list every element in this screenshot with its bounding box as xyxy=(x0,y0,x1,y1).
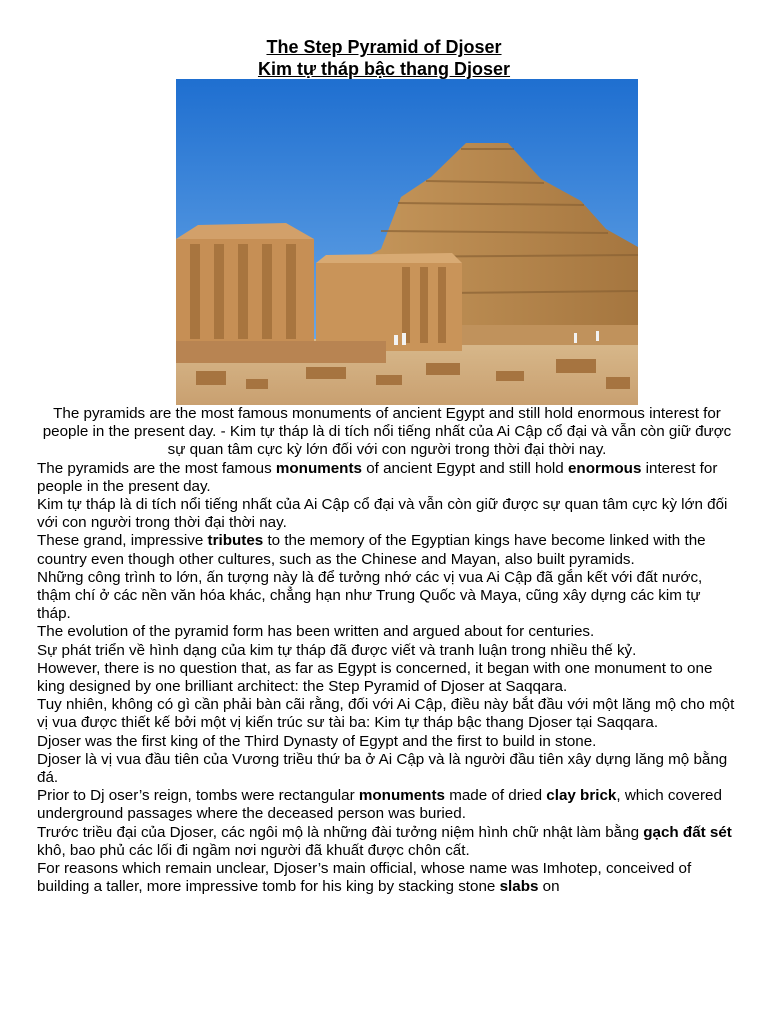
bold-term: slabs xyxy=(499,878,539,896)
document-title-vietnamese: Kim tự tháp bậc thang Djoser xyxy=(257,59,511,79)
body-paragraph xyxy=(37,496,737,532)
text-run: , which covered underground passages where the deceased person was buried. xyxy=(37,787,722,823)
body-paragraph xyxy=(37,623,737,641)
body-paragraph xyxy=(37,660,737,696)
text-run: Kim tự tháp là di tích nổi tiếng nhất của Ai Cập cổ đại và vẫn còn giữ được sự quan tâm cực kỳ lớn đối với con người trong thời đại thời nay. xyxy=(37,496,728,532)
bold-term: clay brick xyxy=(546,787,617,805)
body-paragraph xyxy=(37,460,737,496)
step-pyramid-photo xyxy=(176,79,638,405)
text-run: Những công trình to lớn, ấn tượng này là để tưởng nhớ các vị vua Ai Cập đã gắn kết với đất nước, thậm chí ở các nền văn hóa khác, chẳng hạn như Trung Quốc và Maya, cũng xây dựng các kim tự tháp. xyxy=(37,568,703,623)
text-run: The pyramids are the most famous monuments of ancient Egypt and still hold enormous interest for people in the present day. - Kim tự tháp là di tích nổi tiếng nhất của Ai Cập cổ đại và vẫn còn giữ được sự quan tâm cực kỳ lớn đối với con người trong thời đại thời nay. xyxy=(42,405,732,459)
text-run: For reasons which remain unclear, Djoser’s main official, whose name was Imhotep, conceived of building a taller, more impressive tomb for his king by stacking stone xyxy=(37,860,692,896)
text-run: Trước triều đại của Djoser, các ngôi mộ là những đài tưởng niệm hình chữ nhật làm bằng xyxy=(37,823,644,841)
text-run: made of dried xyxy=(444,787,547,805)
intro-paragraph xyxy=(37,405,737,460)
text-run: Tuy nhiên, không có gì cần phải bàn cãi rằng, đối với Ai Cập, điều này bắt đầu với một lăng mộ cho một vị vua được thiết kế bởi một vị kiến trúc sư tài ba: Kim tự tháp bậc thang Djoser tại Saqqara. xyxy=(37,696,735,732)
text-run: However, there is no question that, as far as Egypt is concerned, it began with one monument to one king designed by one brilliant architect: the Step Pyramid of Djoser at Saqqara. xyxy=(37,659,713,696)
body-paragraph xyxy=(37,569,737,624)
document-title-english: The Step Pyramid of Djoser xyxy=(266,37,502,57)
body-paragraph xyxy=(37,642,737,660)
body-paragraph xyxy=(37,751,737,787)
text-run: Prior to Dj oser’s reign, tombs were rectangular xyxy=(37,787,359,805)
body-paragraph xyxy=(37,824,737,860)
body-paragraph xyxy=(37,696,737,732)
body-paragraph xyxy=(37,733,737,751)
text-run: Djoser was the first king of the Third Dynasty of Egypt and the first to build in stone. xyxy=(37,732,597,750)
text-run: Djoser là vị vua đầu tiên của Vương triều thứ ba ở Ai Cập và là người đầu tiên xây dựng lăng mộ bằng đá. xyxy=(37,750,728,787)
text-run: Sự phát triển về hình dạng của kim tự tháp đã được viết và tranh luận trong nhiều thế kỷ. xyxy=(37,641,637,659)
bold-term: tributes xyxy=(207,532,264,550)
bold-term: monuments xyxy=(275,459,362,477)
text-run: khô, bao phủ các lối đi ngầm nơi người đã khuất được chôn cất. xyxy=(37,841,470,859)
text-run: on xyxy=(538,878,560,896)
bold-term: gạch đất sét xyxy=(643,823,732,841)
bold-term: monuments xyxy=(358,787,445,805)
text-run: The evolution of the pyramid form has been written and argued about for centuries. xyxy=(37,623,595,641)
text-run: to the memory of the Egyptian kings have become linked with the country even though other cultures, such as the Chinese and Mayan, also built pyramids. xyxy=(37,532,706,568)
text-run: of ancient Egypt and still hold xyxy=(361,459,568,477)
text-run: interest for people in the present day. xyxy=(37,459,718,495)
text-run: These grand, impressive xyxy=(37,532,208,550)
bold-term: enormous xyxy=(567,459,642,477)
body-paragraph xyxy=(37,860,737,896)
body-paragraph xyxy=(37,532,737,568)
text-run: The pyramids are the most famous xyxy=(37,459,276,477)
body-paragraph xyxy=(37,787,737,823)
document-body xyxy=(37,405,737,896)
